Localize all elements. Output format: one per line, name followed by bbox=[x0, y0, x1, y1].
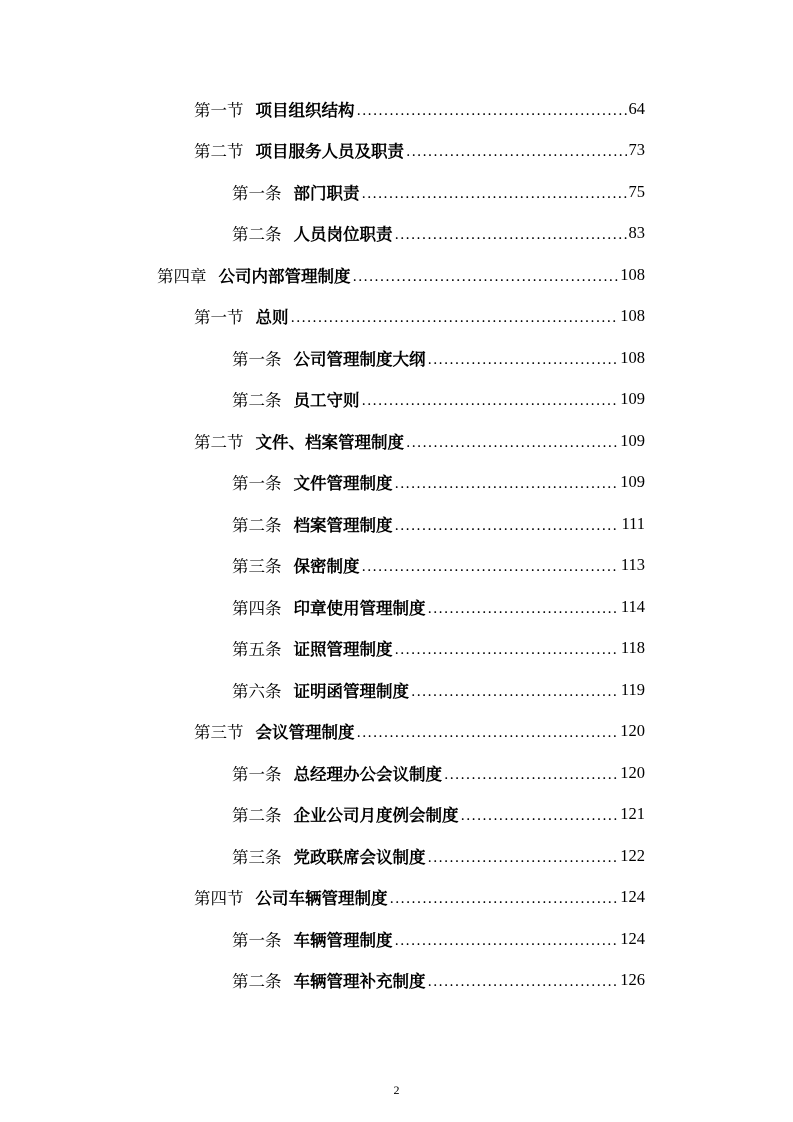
toc-entry-page: 121 bbox=[620, 804, 645, 823]
toc-entry-page: 126 bbox=[620, 970, 645, 989]
toc-entry-number: 第一条 bbox=[232, 183, 282, 203]
toc-entry[interactable] bbox=[194, 711, 645, 752]
toc-entry-title: 部门职责 bbox=[293, 183, 360, 203]
toc-entry-title: 文件、档案管理制度 bbox=[255, 432, 404, 452]
toc-entry[interactable] bbox=[194, 877, 645, 918]
toc-entry-title: 车辆管理制度 bbox=[293, 930, 393, 950]
toc-entry-number: 第四节 bbox=[194, 889, 244, 908]
toc-entry[interactable] bbox=[232, 628, 645, 669]
dot-leader bbox=[362, 556, 619, 574]
toc-entry-page: 119 bbox=[620, 679, 645, 699]
toc-entry-number: 第五条 bbox=[232, 640, 282, 659]
toc-entry-number: 第一条 bbox=[232, 349, 282, 369]
toc-entry-number: 第二节 bbox=[194, 142, 244, 161]
toc-entry-number: 第四条 bbox=[232, 598, 282, 618]
dot-leader bbox=[357, 722, 619, 740]
dot-leader bbox=[444, 764, 618, 782]
toc-entry-page: 109 bbox=[620, 430, 645, 450]
toc-entry[interactable] bbox=[232, 794, 645, 835]
toc-entry-number: 第一条 bbox=[232, 930, 282, 950]
toc-entry-title: 文件管理制度 bbox=[293, 474, 393, 493]
toc-entry[interactable] bbox=[194, 88, 645, 129]
toc-entry-page: 83 bbox=[628, 223, 645, 242]
toc-entry[interactable] bbox=[232, 835, 645, 876]
toc-entry[interactable] bbox=[194, 130, 645, 171]
toc-entry[interactable] bbox=[232, 213, 645, 254]
dot-leader bbox=[390, 888, 619, 906]
toc-entry[interactable] bbox=[232, 379, 645, 420]
toc-entry-number: 第四章 bbox=[157, 266, 207, 286]
toc-entry-page: 113 bbox=[620, 555, 645, 574]
toc-entry[interactable] bbox=[157, 254, 645, 295]
dot-leader bbox=[395, 639, 619, 657]
toc-entry-page: 111 bbox=[621, 513, 645, 533]
dot-leader bbox=[395, 515, 620, 533]
toc-entry[interactable] bbox=[232, 918, 645, 959]
toc-entry[interactable] bbox=[232, 752, 645, 793]
toc-entry-title: 档案管理制度 bbox=[293, 515, 393, 535]
toc-entry[interactable] bbox=[232, 960, 645, 1001]
dot-leader bbox=[291, 307, 619, 325]
toc-entry-number: 第一条 bbox=[232, 764, 282, 784]
toc-entry-number: 第三条 bbox=[232, 557, 282, 576]
toc-entry-page: 73 bbox=[628, 140, 645, 159]
toc-entry-title: 公司管理制度大纲 bbox=[293, 349, 426, 369]
toc-entry-number: 第二条 bbox=[232, 225, 282, 244]
toc-entry-number: 第六条 bbox=[232, 681, 282, 701]
toc-entry-title: 保密制度 bbox=[293, 557, 360, 576]
toc-entry[interactable] bbox=[194, 296, 645, 337]
dot-leader bbox=[406, 141, 627, 159]
dot-leader bbox=[357, 100, 627, 118]
toc-entry-title: 员工守则 bbox=[293, 391, 360, 410]
toc-entry-number: 第二条 bbox=[232, 972, 282, 991]
toc-entry-page: 75 bbox=[628, 181, 645, 201]
dot-leader bbox=[461, 805, 619, 823]
toc-entry-number: 第一条 bbox=[232, 474, 282, 493]
toc-entry-page: 114 bbox=[620, 596, 645, 616]
dot-leader bbox=[428, 847, 619, 865]
toc-entry-page: 118 bbox=[620, 638, 645, 657]
toc-entry[interactable] bbox=[232, 503, 645, 544]
toc-entry-title: 会议管理制度 bbox=[255, 723, 355, 742]
toc-entry-number: 第二条 bbox=[232, 391, 282, 410]
toc-entry-number: 第二条 bbox=[232, 515, 282, 535]
dot-leader bbox=[406, 432, 618, 450]
toc-entry-title: 人员岗位职责 bbox=[293, 225, 393, 244]
toc-entry-page: 109 bbox=[620, 389, 645, 408]
toc-entry-title: 总则 bbox=[255, 308, 289, 327]
dot-leader bbox=[428, 349, 619, 367]
toc-entry-title: 证明函管理制度 bbox=[293, 681, 409, 701]
dot-leader bbox=[411, 681, 619, 699]
dot-leader bbox=[353, 266, 619, 284]
toc-entry-title: 证照管理制度 bbox=[293, 640, 393, 659]
toc-entry-page: 122 bbox=[620, 845, 645, 865]
toc-entry-title: 项目组织结构 bbox=[255, 100, 355, 120]
dot-leader bbox=[395, 473, 619, 491]
dot-leader bbox=[428, 598, 619, 616]
toc-entry-title: 公司内部管理制度 bbox=[218, 266, 351, 286]
toc-entry-title: 项目服务人员及职责 bbox=[255, 142, 404, 161]
toc-entry-page: 109 bbox=[620, 472, 645, 491]
dot-leader bbox=[395, 224, 627, 242]
toc-entry-title: 党政联席会议制度 bbox=[293, 847, 426, 867]
dot-leader bbox=[362, 183, 627, 201]
toc-entry-page: 124 bbox=[620, 887, 645, 906]
toc-entry-title: 企业公司月度例会制度 bbox=[293, 806, 459, 825]
toc-entry-title: 公司车辆管理制度 bbox=[255, 889, 388, 908]
toc-entry-number: 第一节 bbox=[194, 100, 244, 120]
toc-entry-title: 总经理办公会议制度 bbox=[293, 764, 442, 784]
toc-entry-number: 第三节 bbox=[194, 723, 244, 742]
toc-entry-page: 120 bbox=[620, 762, 645, 782]
dot-leader bbox=[362, 390, 619, 408]
toc-entry[interactable] bbox=[232, 462, 645, 503]
toc-entry-number: 第一节 bbox=[194, 308, 244, 327]
toc-entry-title: 车辆管理补充制度 bbox=[293, 972, 426, 991]
toc-entry-number: 第二条 bbox=[232, 806, 282, 825]
toc-entry-page: 64 bbox=[628, 98, 645, 118]
toc-entry-number: 第二节 bbox=[194, 432, 244, 452]
toc-entry-page: 108 bbox=[620, 347, 645, 367]
toc-entry[interactable] bbox=[232, 545, 645, 586]
dot-leader bbox=[428, 971, 619, 989]
toc-entry-page: 120 bbox=[620, 721, 645, 740]
page-number: 2 bbox=[393, 1083, 400, 1097]
toc-entry[interactable] bbox=[232, 171, 645, 212]
toc-entry-page: 108 bbox=[620, 264, 645, 284]
toc-entry[interactable] bbox=[232, 586, 645, 627]
toc-entry-page: 108 bbox=[620, 306, 645, 325]
toc-entry[interactable] bbox=[232, 669, 645, 710]
toc-entry-number: 第三条 bbox=[232, 847, 282, 867]
toc-entry[interactable] bbox=[232, 337, 645, 378]
toc-entry[interactable] bbox=[194, 420, 645, 461]
dot-leader bbox=[395, 930, 619, 948]
toc-entry-page: 124 bbox=[620, 928, 645, 948]
toc-entry-title: 印章使用管理制度 bbox=[293, 598, 426, 618]
